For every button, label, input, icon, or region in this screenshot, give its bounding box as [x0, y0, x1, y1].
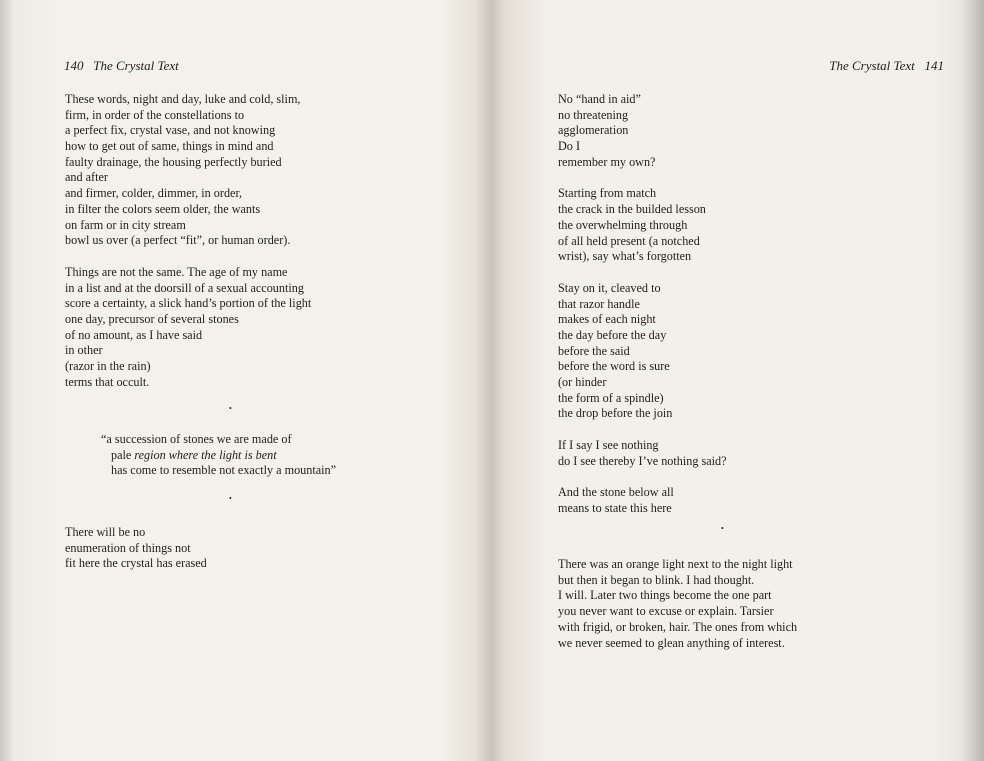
poem-line: but then it began to blink. I had thought.: [558, 572, 755, 587]
right-stanza-2: [558, 186, 727, 264]
poem-line: in a list and at the doorsill of a sexual accounting: [65, 280, 304, 295]
poem-line: And the stone below all: [558, 485, 674, 500]
left-page-number: 140: [64, 58, 84, 73]
right-page: [491, 0, 984, 761]
poem-line: enumeration of things not: [65, 540, 191, 555]
poem-line: before the word is sure: [558, 359, 670, 374]
right-stanza-4: [558, 438, 727, 469]
poem-line: terms that occult.: [65, 374, 150, 389]
poem-line: of no amount, as I have said: [65, 327, 203, 342]
quote-line: has come to resemble not exactly a mountain”: [111, 463, 337, 478]
right-stanza-6: [558, 557, 797, 651]
poem-line: There was an orange light next to the night light: [558, 557, 793, 571]
quote-line: [101, 448, 336, 464]
poem-line: the day before the day: [558, 327, 667, 342]
poem-line: before the said: [558, 343, 630, 358]
poem-line: we never seemed to glean anything of interest.: [558, 635, 785, 650]
section-separator: •: [229, 494, 232, 503]
poem-line: firm, in order of the constellations to: [65, 107, 245, 122]
left-stanza-2: [65, 265, 311, 391]
left-page-header: [64, 58, 179, 74]
poem-line: the overwhelming through: [558, 217, 688, 232]
left-quote: [65, 432, 336, 479]
poem-line: If I say I see nothing: [558, 438, 659, 453]
poem-line: There will be no: [65, 525, 146, 539]
poem-line: faulty drainage, the housing perfectly buried: [65, 154, 282, 169]
left-page: [0, 0, 491, 761]
poem-line: one day, precursor of several stones: [65, 311, 239, 326]
poem-line: wrist), say what’s forgotten: [558, 249, 692, 264]
quote-italic: region where the light is bent: [134, 447, 277, 462]
poem-line: do I see thereby I’ve nothing said?: [558, 453, 727, 468]
poem-line: of all held present (a notched: [558, 233, 700, 248]
right-stanza-5: [558, 485, 727, 516]
right-stanza-1: [558, 92, 727, 170]
poem-line: with frigid, or broken, hair. The ones from which: [558, 619, 798, 634]
right-page-header: [829, 58, 944, 74]
poem-line: Things are not the same. The age of my name: [65, 264, 288, 279]
poem-line: score a certainty, a slick hand’s portion of the light: [65, 296, 312, 311]
poem-line: (razor in the rain): [65, 359, 151, 373]
poem-line: how to get out of same, things in mind and: [65, 139, 274, 154]
poem-line: in filter the colors seem older, the wants: [65, 201, 261, 216]
poem-line: and firmer, colder, dimmer, in order,: [65, 186, 243, 201]
poem-line: bowl us over (a perfect “fit”, or human order).: [65, 233, 291, 248]
poem-line: Stay on it, cleaved to: [558, 280, 661, 295]
left-stanza-1: [65, 92, 311, 249]
poem-line: I will. Later two things become the one part: [558, 588, 772, 603]
poem-line: means to state this here: [558, 501, 672, 516]
poem-line: No “hand in aid”: [558, 92, 641, 106]
poem-line: on farm or in city stream: [65, 217, 186, 232]
poem-line: in other: [65, 343, 103, 358]
right-stanza-3: [558, 281, 727, 422]
poem-line: fit here the crystal has erased: [65, 556, 207, 571]
poem-line: the crack in the builded lesson: [558, 202, 706, 217]
left-running-title: The Crystal Text: [93, 58, 179, 73]
poem-line: agglomeration: [558, 123, 629, 138]
poem-line: you never want to excuse or explain. Tarsier: [558, 604, 774, 619]
poem-line: no threatening: [558, 107, 629, 122]
quote-line: “a succession of stones we are made of: [101, 432, 292, 446]
section-separator: •: [721, 524, 724, 533]
poem-line: and after: [65, 170, 108, 185]
section-separator: •: [229, 404, 232, 413]
left-page-text: [65, 92, 311, 406]
poem-line: that razor handle: [558, 296, 640, 311]
poem-line: a perfect fix, crystal vase, and not knowing: [65, 123, 276, 138]
left-stanza-3: [65, 525, 207, 572]
quote-plain: pale: [111, 447, 135, 462]
poem-line: (or hinder: [558, 375, 607, 389]
poem-line: the drop before the join: [558, 406, 673, 421]
right-page-text: [558, 92, 727, 533]
right-page-number: 141: [924, 58, 944, 73]
poem-line: Do I: [558, 139, 581, 154]
poem-line: remember my own?: [558, 154, 656, 169]
poem-line: makes of each night: [558, 312, 656, 327]
right-running-title: The Crystal Text: [829, 58, 915, 73]
poem-line: the form of a spindle): [558, 390, 664, 405]
poem-line: Starting from match: [558, 186, 657, 201]
poem-line: These words, night and day, luke and cold, slim,: [65, 92, 301, 106]
